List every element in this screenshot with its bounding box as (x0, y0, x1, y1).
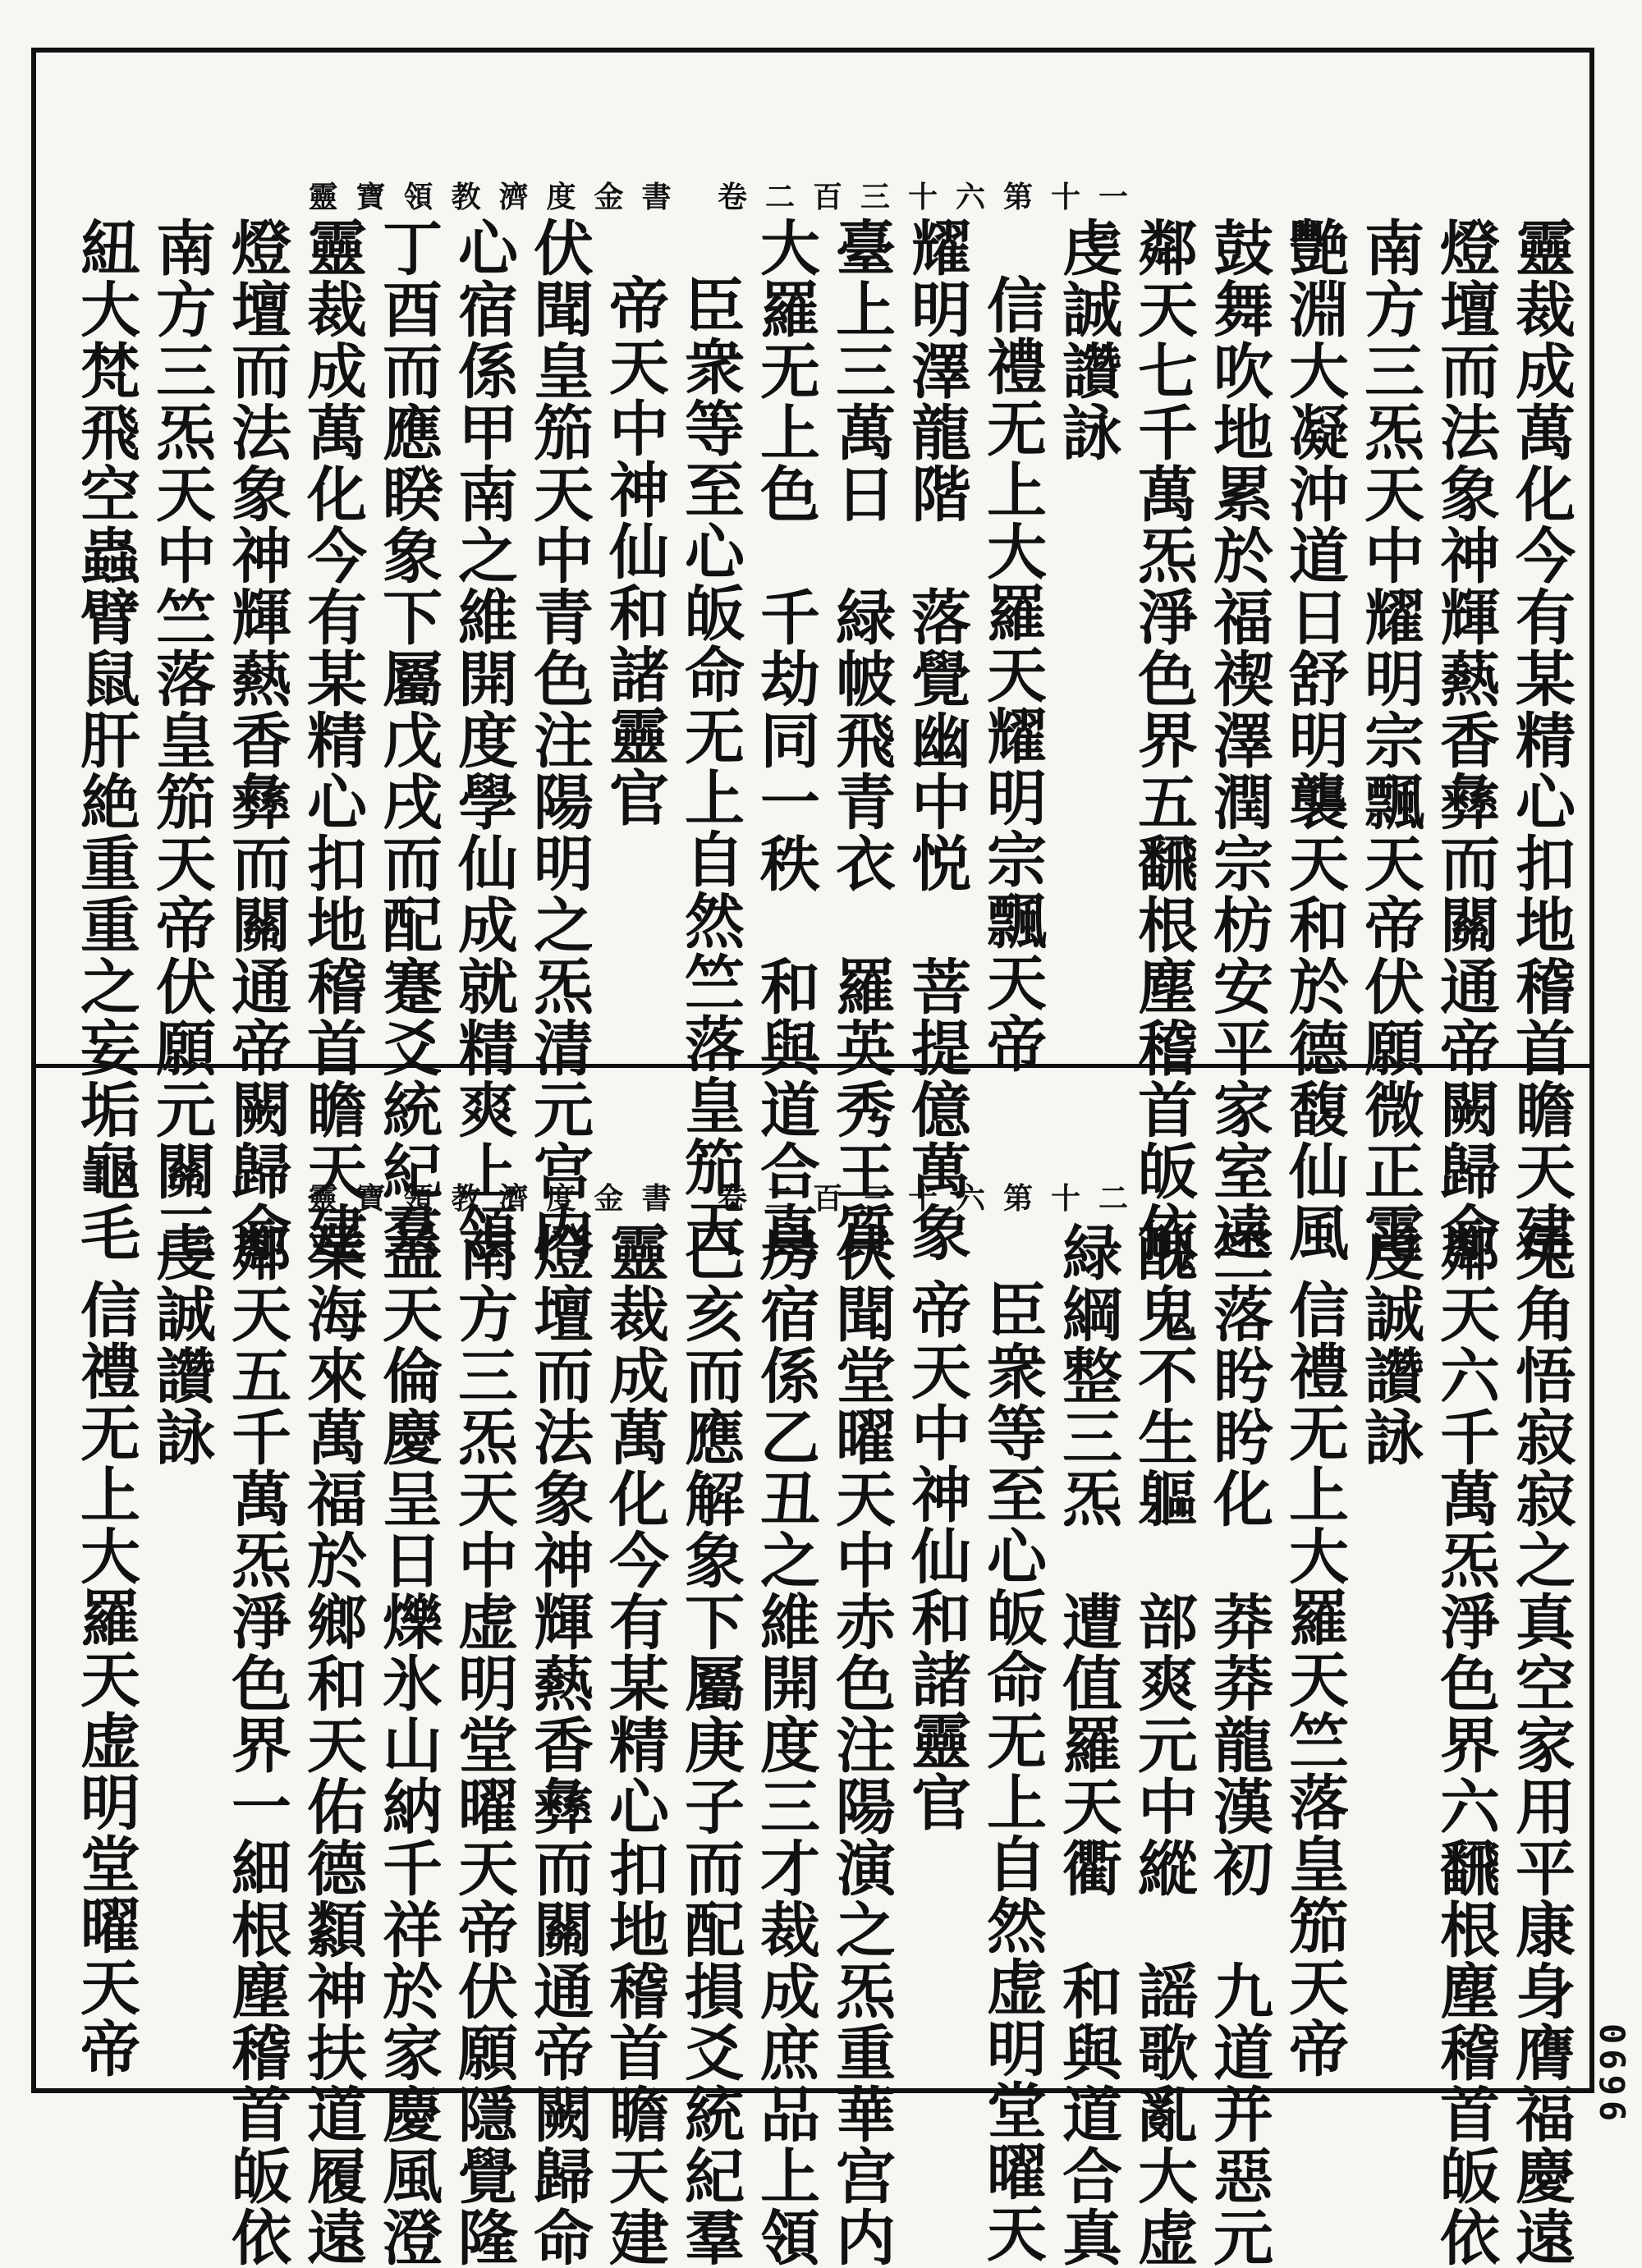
text-column: 艷淵大凝沖道日舒明襲天和於德馥仙風 (1278, 217, 1349, 1263)
text-column: 心宿係甲南之維開度學仙成就精爽上領 (447, 217, 518, 1263)
text-column: 鄰天七千萬炁淨色界五飜根塵稽首皈依 (1127, 217, 1198, 1263)
running-head: 靈寶領教濟度金書 卷二百三十六第十二 (308, 1181, 1146, 1216)
text-column: 燈壇而法象神輝爇香彝而關通帝闕歸命 (221, 217, 291, 1263)
text-column: 信禮无上大羅天竺落皇笳天帝 (1278, 1279, 1349, 2079)
running-head: 靈寶領教濟度金書 卷二百三十六第十一 (308, 180, 1146, 214)
text-column: 靈裁成萬化今有某精心扣地稽首瞻天建 (296, 217, 367, 1263)
text-column: 靈裁成萬化今有某精心扣地稽首瞻天建 (1505, 217, 1575, 1263)
text-column: 臣衆等至心皈命无上自然竺落皇笳天 (674, 274, 745, 1259)
text-column: 伏聞堂曜天中赤色注陽演之炁重華宫内 (825, 1221, 896, 2268)
text-column: 醜鬼不生軀 部爽元中縱 謡歌亂大虚 (1127, 1221, 1198, 2268)
page-number: 0696 (1592, 2023, 1632, 2126)
bottom-page (36, 1069, 1589, 2268)
text-column: 鄰天六千萬炁淨色界六飜根塵稽首皈依 (1429, 1221, 1500, 2268)
text-column: 靈裁成萬化今有某精心扣地稽首瞻天建 (599, 1221, 669, 2268)
text-column: 南方三炁天中耀明宗飄天帝伏願微正霄 (1354, 217, 1424, 1263)
text-column: 信禮无上大羅天耀明宗飄天帝 (976, 274, 1047, 1074)
text-column: 緑綱整三炁 遭值羅天衢 和與道合真 (1052, 1221, 1122, 2268)
text-column: 帝天中神仙和諸靈官 (599, 274, 669, 828)
text-column: 鄰天五千萬炁淨色界一細根塵稽首皈依 (221, 1221, 291, 2268)
text-column: 房宿係乙丑之維開度三才裁成庶品上領 (750, 1221, 820, 2268)
text-column: 虔誠讚詠 (145, 1221, 216, 1468)
text-column: 耀明澤龍階 落覺幽中悦 菩提億萬象 (901, 217, 971, 1263)
text-column: 伏聞皇笳天中青色注陽明之炁清元宫内 (523, 217, 594, 1263)
text-column: 燈壇而法象神輝爇香彝而關通帝闕歸命 (523, 1221, 594, 2268)
text-column: 帝天中神仙和諸靈官 (901, 1279, 971, 1833)
text-column: 竺落盻盻化 莽莽龍漢初 九道并惡元 (1203, 1221, 1273, 2268)
text-column: 臣衆等至心皈命无上自然虚明堂曜天 (976, 1279, 1047, 2264)
text-column: 信禮无上大羅天虚明堂曜天帝 (70, 1279, 140, 2079)
text-column: 大羅无上色 千劫同一秩 和與道合真 (750, 217, 820, 1263)
text-column: 兔角悟寂寂之真空家用平康身膺福慶遠 (1505, 1221, 1575, 2268)
text-column: 紐大梵飛空蟲臂鼠肝絶重重之妄垢龜毛 (70, 217, 140, 1263)
text-column: 丁酉而應睽象下屬戊戌而配蹇爻統紀羣 (372, 217, 443, 1263)
text-column: 臺上三萬日 緑帔飛青衣 羅英秀王質 (825, 217, 896, 1263)
text-column: 鼓舞吹地累於福禊澤潤宗枋安平家室遠 (1203, 217, 1273, 1263)
text-column: 巳亥而應解象下屬庚子而配損爻統紀羣 (674, 1221, 745, 2268)
text-column: 虔誠讚詠 (1052, 217, 1122, 463)
text-column: 虔誠讚詠 (1354, 1221, 1424, 1468)
text-column: 燈壇而法象神輝爇香彝而關通帝闕歸命 (1429, 217, 1500, 1263)
text-column: 業海來萬福於鄉和天佑德纇神扶道履遠 (296, 1221, 367, 2268)
text-column: 益天倫慶呈日爍氷山納千祥於家慶風澄 (372, 1221, 443, 2268)
text-column: 南方三炁天中虚明堂曜天帝伏願隱覺隆 (447, 1221, 518, 2268)
text-column: 南方三炁天中竺落皇笳天帝伏願元關三 (145, 217, 216, 1263)
